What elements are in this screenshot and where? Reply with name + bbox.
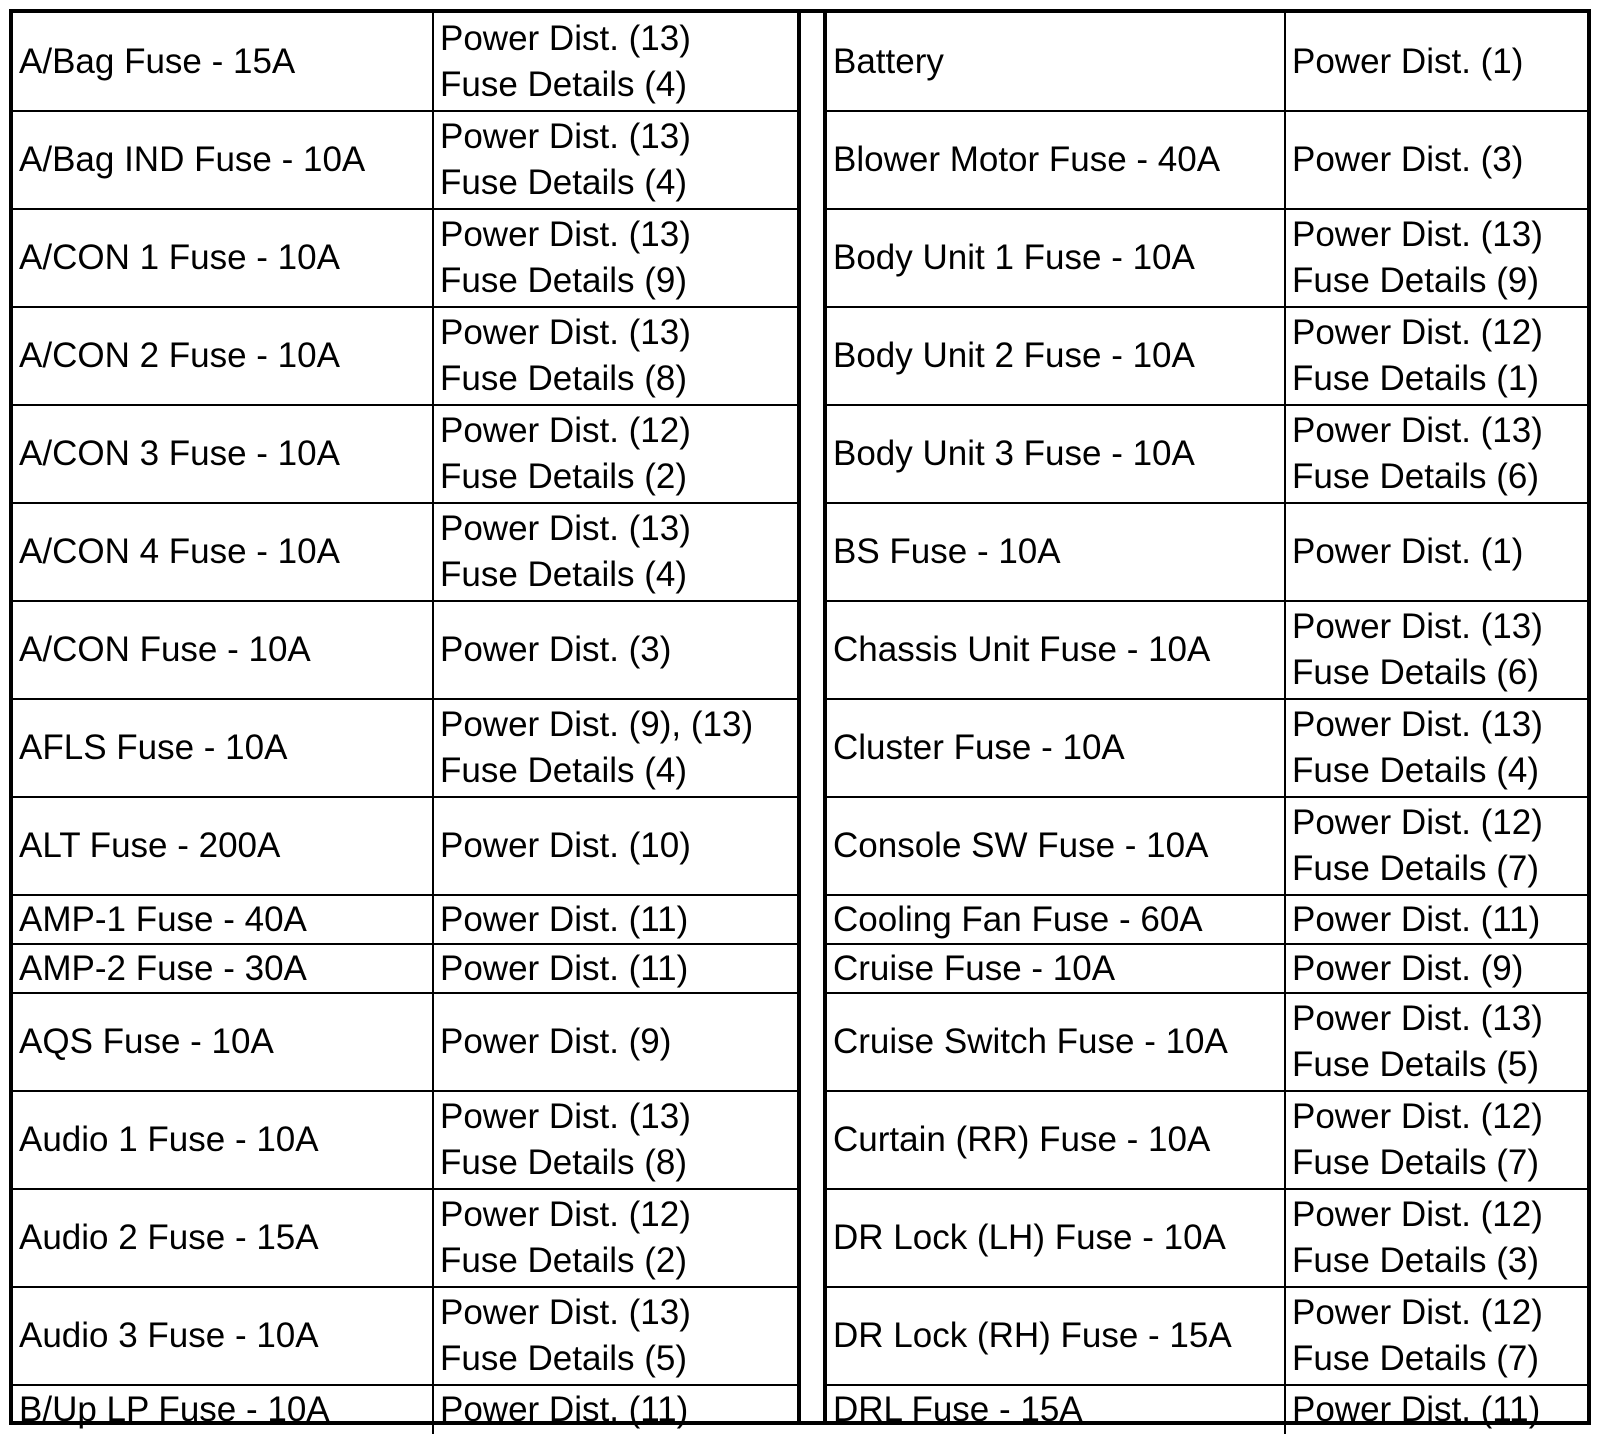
power-dist-reference: Power Dist. (11) [440,1390,689,1429]
fuse-name-cell: AFLS Fuse - 10A [13,699,433,797]
power-dist-reference: Power Dist. (12) [1292,1195,1543,1234]
fuse-reference-cell [1285,307,1587,405]
fuse-name-cell: DR Lock (LH) Fuse - 10A [827,1189,1285,1287]
fuse-name-cell: A/CON 2 Fuse - 10A [13,307,433,405]
table-row [13,1091,797,1189]
power-dist-reference: Power Dist. (12) [440,1195,691,1234]
fuse-details-reference: Fuse Details (1) [1292,359,1540,398]
fuse-reference-cell [1285,503,1587,601]
fuse-name-cell: A/Bag IND Fuse - 10A [13,111,433,209]
fuse-details-reference: Fuse Details (6) [1292,457,1540,496]
fuse-reference-cell [1285,405,1587,503]
fuse-reference-cell [433,111,797,209]
fuse-details-reference: Fuse Details (8) [440,1143,688,1182]
power-dist-reference: Power Dist. (13) [440,215,691,254]
fuse-name-cell: Curtain (RR) Fuse - 10A [827,1091,1285,1189]
fuse-name-cell: Body Unit 1 Fuse - 10A [827,209,1285,307]
power-dist-reference: Power Dist. (13) [1292,705,1543,744]
fuse-details-reference: Fuse Details (7) [1292,1143,1540,1182]
fuse-reference-cell [1285,944,1587,993]
power-dist-reference: Power Dist. (13) [440,18,691,58]
fuse-reference-cell [433,601,797,699]
table-row [13,111,797,209]
fuse-index-page [9,9,1591,1429]
fuse-name-cell: Audio 3 Fuse - 10A [13,1287,433,1385]
fuse-reference-cell [433,797,797,895]
fuse-details-reference: Fuse Details (4) [440,163,688,202]
power-dist-reference: Power Dist. (13) [1292,411,1543,450]
left-fuse-table [13,13,797,1434]
table-row [827,1287,1587,1385]
fuse-reference-cell [433,1091,797,1189]
fuse-name-cell: Battery [827,13,1285,111]
power-dist-reference: Power Dist. (12) [1292,1097,1543,1136]
power-dist-reference: Power Dist. (13) [440,509,691,548]
fuse-reference-cell [1285,111,1587,209]
table-row [13,13,797,111]
fuse-name-cell: A/Bag Fuse - 15A [13,13,433,111]
fuse-details-reference: Fuse Details (4) [440,64,688,104]
fuse-name-cell: Cooling Fan Fuse - 60A [827,895,1285,944]
fuse-reference-cell [1285,1287,1587,1385]
table-row [827,503,1587,601]
table-row [13,993,797,1091]
fuse-name-cell: A/CON Fuse - 10A [13,601,433,699]
fuse-reference-cell [433,1189,797,1287]
table-row [13,307,797,405]
table-row [13,1189,797,1287]
left-fuse-table-container [13,13,801,1429]
power-dist-reference: Power Dist. (9), (13) [440,705,754,744]
fuse-name-cell: Body Unit 3 Fuse - 10A [827,405,1285,503]
table-row [13,503,797,601]
fuse-reference-cell [1285,13,1587,111]
power-dist-reference: Power Dist. (13) [440,117,691,156]
fuse-name-cell: AMP-2 Fuse - 30A [13,944,433,993]
fuse-name-cell: AQS Fuse - 10A [13,993,433,1091]
fuse-name-cell: Chassis Unit Fuse - 10A [827,601,1285,699]
right-fuse-table [827,13,1587,1434]
fuse-reference-cell [433,13,797,111]
table-row [13,1385,797,1434]
fuse-details-reference: Fuse Details (8) [440,359,688,398]
fuse-reference-cell [1285,601,1587,699]
power-dist-reference: Power Dist. (11) [440,899,689,939]
fuse-reference-cell [433,405,797,503]
power-dist-reference: Power Dist. (13) [1292,215,1543,254]
table-row [13,895,797,944]
fuse-reference-cell [1285,895,1587,944]
fuse-details-reference: Fuse Details (7) [1292,1339,1540,1378]
fuse-details-reference: Fuse Details (9) [440,261,688,300]
power-dist-reference: Power Dist. (12) [440,411,691,450]
table-row [827,209,1587,307]
fuse-details-reference: Fuse Details (4) [440,555,688,594]
power-dist-reference: Power Dist. (9) [1292,948,1524,988]
power-dist-reference: Power Dist. (12) [1292,1293,1543,1332]
fuse-reference-cell [433,209,797,307]
fuse-name-cell: Cruise Fuse - 10A [827,944,1285,993]
fuse-details-reference: Fuse Details (7) [1292,849,1540,888]
fuse-name-cell: Cluster Fuse - 10A [827,699,1285,797]
fuse-reference-cell [1285,797,1587,895]
table-row [13,209,797,307]
fuse-details-reference: Fuse Details (2) [440,457,688,496]
fuse-reference-cell [433,699,797,797]
table-row [13,1287,797,1385]
fuse-reference-cell [1285,993,1587,1091]
fuse-name-cell: A/CON 3 Fuse - 10A [13,405,433,503]
table-row [827,601,1587,699]
fuse-details-reference: Fuse Details (9) [1292,261,1540,300]
fuse-name-cell: DRL Fuse - 15A [827,1385,1285,1434]
power-dist-reference: Power Dist. (11) [1292,1390,1541,1429]
fuse-name-cell: Blower Motor Fuse - 40A [827,111,1285,209]
fuse-reference-cell [1285,209,1587,307]
fuse-name-cell: DR Lock (RH) Fuse - 15A [827,1287,1285,1385]
fuse-details-reference: Fuse Details (6) [1292,653,1540,692]
table-row [827,699,1587,797]
table-row [13,699,797,797]
fuse-name-cell: Console SW Fuse - 10A [827,797,1285,895]
power-dist-reference: Power Dist. (11) [440,948,689,988]
power-dist-reference: Power Dist. (3) [440,630,672,669]
table-row [827,1385,1587,1434]
power-dist-reference: Power Dist. (1) [1292,41,1524,81]
fuse-reference-cell [433,1385,797,1434]
fuse-reference-cell [1285,699,1587,797]
fuse-name-cell: B/Up LP Fuse - 10A [13,1385,433,1434]
fuse-details-reference: Fuse Details (2) [440,1241,688,1280]
fuse-name-cell: A/CON 1 Fuse - 10A [13,209,433,307]
fuse-name-cell: AMP-1 Fuse - 40A [13,895,433,944]
fuse-reference-cell [433,944,797,993]
power-dist-reference: Power Dist. (9) [440,1022,672,1061]
table-row [827,111,1587,209]
power-dist-reference: Power Dist. (12) [1292,313,1543,352]
power-dist-reference: Power Dist. (13) [440,1293,691,1332]
fuse-reference-cell [1285,1091,1587,1189]
fuse-reference-cell [1285,1385,1587,1434]
table-row [827,13,1587,111]
fuse-name-cell: Body Unit 2 Fuse - 10A [827,307,1285,405]
fuse-name-cell: Audio 2 Fuse - 15A [13,1189,433,1287]
table-row [13,944,797,993]
table-row [827,993,1587,1091]
right-fuse-table-container [823,13,1587,1429]
power-dist-reference: Power Dist. (13) [1292,999,1543,1038]
power-dist-reference: Power Dist. (11) [1292,899,1541,939]
table-row [827,1091,1587,1189]
fuse-details-reference: Fuse Details (4) [1292,751,1540,790]
table-row [13,797,797,895]
fuse-reference-cell [433,307,797,405]
fuse-name-cell: Cruise Switch Fuse - 10A [827,993,1285,1091]
power-dist-reference: Power Dist. (13) [440,1097,691,1136]
power-dist-reference: Power Dist. (13) [440,313,691,352]
fuse-name-cell: BS Fuse - 10A [827,503,1285,601]
power-dist-reference: Power Dist. (13) [1292,607,1543,646]
fuse-details-reference: Fuse Details (5) [1292,1045,1540,1084]
fuse-reference-cell [433,1287,797,1385]
power-dist-reference: Power Dist. (1) [1292,532,1524,571]
power-dist-reference: Power Dist. (12) [1292,803,1543,842]
fuse-name-cell: ALT Fuse - 200A [13,797,433,895]
fuse-reference-cell [433,993,797,1091]
table-row [827,944,1587,993]
table-row [13,405,797,503]
power-dist-reference: Power Dist. (3) [1292,140,1524,179]
fuse-reference-cell [433,503,797,601]
table-row [827,797,1587,895]
fuse-reference-cell [433,895,797,944]
fuse-details-reference: Fuse Details (3) [1292,1241,1540,1280]
fuse-name-cell: A/CON 4 Fuse - 10A [13,503,433,601]
table-row [13,601,797,699]
power-dist-reference: Power Dist. (10) [440,826,691,865]
table-row [827,405,1587,503]
table-row [827,895,1587,944]
fuse-details-reference: Fuse Details (4) [440,751,688,790]
fuse-name-cell: Audio 1 Fuse - 10A [13,1091,433,1189]
table-row [827,307,1587,405]
fuse-details-reference: Fuse Details (5) [440,1339,688,1378]
fuse-reference-cell [1285,1189,1587,1287]
table-row [827,1189,1587,1287]
